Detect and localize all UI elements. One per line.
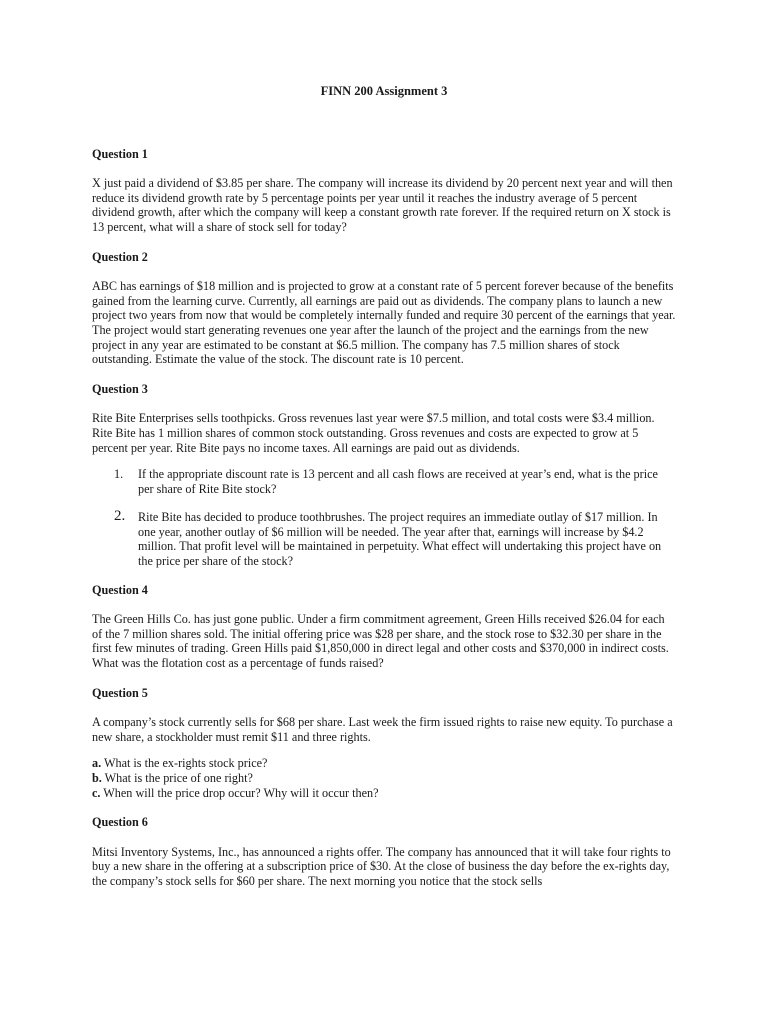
question-heading: Question 6 (92, 815, 148, 830)
question-text: The Green Hills Co. has just gone public. Under a firm commitment agreement, Green Hills received $26.04 for each of the 7 million shares sold. The initial offering price was $28 per share, and the stock rose to $32.30 per share in the first few minutes of trading. Green Hills paid $1,850,000 in direct legal and other costs and $370,000 in indirect costs. What was the flotation cost as a percentage of funds raised? (92, 612, 669, 671)
list-item (92, 467, 676, 496)
list-number: 2. (114, 508, 126, 525)
question-5 (92, 686, 676, 801)
sub-question-text: What is the ex-rights stock price? (101, 756, 268, 771)
sub-question-list (92, 756, 676, 800)
sub-question-text: When will the price drop occur? Why will it occur then? (100, 785, 379, 800)
question-6 (92, 815, 676, 888)
sub-question (92, 786, 676, 801)
list-item (92, 510, 676, 568)
question-text: X just paid a dividend of $3.85 per share. The company will increase its dividend by 20 percent next year and will then reduce its dividend growth rate by 5 percentage points per year until it reaches the industry average of 5 percent dividend growth, after which the company will keep a constant growth rate forever. If the required return on X stock is 13 percent, what will a share of stock sell for today? (92, 176, 673, 234)
question-text: A company’s stock currently sells for $68 per share. Last week the firm issued rights to raise new equity. To purchase a new share, a stockholder must remit $11 and three rights. (92, 715, 673, 744)
question-2 (92, 250, 676, 367)
list-item-text: Rite Bite has decided to produce toothbrushes. The project requires an immediate outlay of $17 million. In one year, another outlay of $6 million will be needed. The year after that, earnings will increase by $4.2 million. That profit level will be maintained in perpetuity. What effect will undertaking this project have on the price per share of the stock? (138, 510, 662, 569)
question-parts-list (92, 467, 676, 569)
question-heading: Question 4 (92, 582, 148, 597)
question-heading: Question 1 (92, 146, 148, 161)
question-heading: Question 2 (92, 249, 148, 264)
sub-question (92, 756, 676, 771)
list-item-text: If the appropriate discount rate is 13 percent and all cash flows are received at year’s end, what is the price per share of Rite Bite stock? (138, 467, 658, 496)
question-text: Rite Bite Enterprises sells toothpicks. Gross revenues last year were $7.5 million, and total costs were $3.4 million. Rite Bite has 1 million shares of common stock outstanding. Gross revenues and costs are expected to grow at 5 percent per year. Rite Bite pays no income taxes. All earnings are paid out as dividends. (92, 411, 655, 455)
question-4 (92, 583, 676, 671)
question-text: Mitsi Inventory Systems, Inc., has announced a rights offer. The company has announced that it will take four rights to buy a new share in the offering at a subscription price of $30. At the close of business the day before the ex-rights day, the company’s stock sells for $60 per share. The next morning you notice that the stock sells (92, 844, 671, 888)
sub-question-text: What is the price of one right? (101, 771, 253, 785)
sub-question (92, 771, 676, 786)
page-title: FINN 200 Assignment 3 (320, 84, 448, 98)
question-1 (92, 147, 676, 235)
question-heading: Question 3 (92, 381, 148, 396)
question-text: ABC has earnings of $18 million and is projected to grow at a constant rate of 5 percent forever because of the benefits gained from the learning curve. Currently, all earnings are paid out as dividends. The company plans to launch a new project two years from now that would be completely internally funded and require 30 percent of the earnings that year. The project would start generating revenues one year after the launch of the project and the earnings from the new project in any year are estimated to be constant at $6.5 million. The company has 7.5 million shares of stock outstanding. Estimate the value of the stock. The discount rate is 10 percent. (92, 279, 676, 367)
sub-question-letter: c. (92, 785, 101, 800)
question-heading: Question 5 (92, 685, 148, 700)
question-3 (92, 382, 676, 569)
sub-question-letter: b. (92, 771, 102, 785)
sub-question-letter: a. (92, 756, 102, 771)
list-number: 1. (114, 467, 124, 482)
